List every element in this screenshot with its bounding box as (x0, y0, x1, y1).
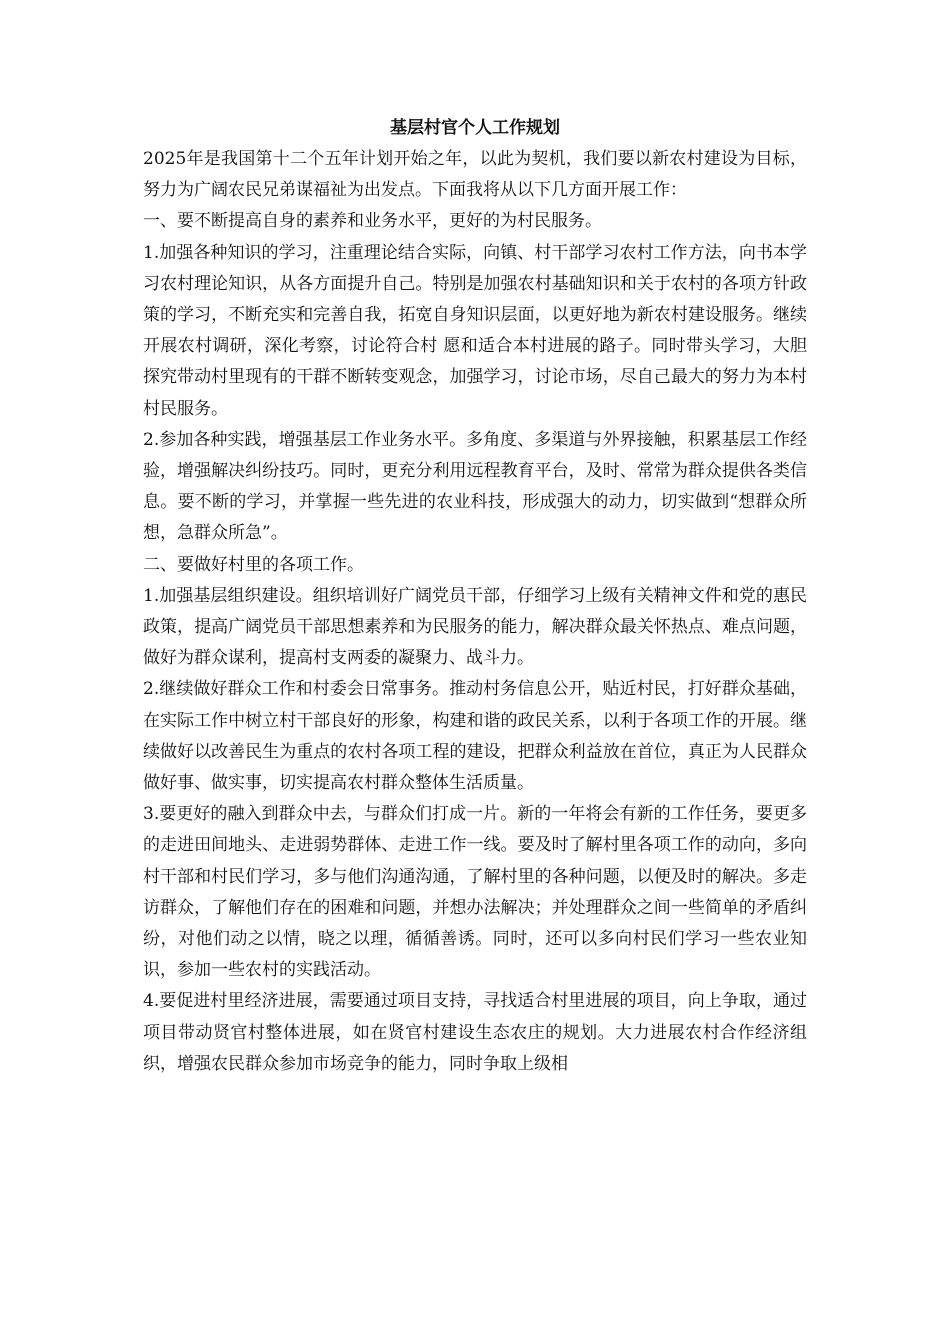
paragraph-1-2: 2.参加各种实践，增强基层工作业务水平。多角度、多渠道与外界接触，积累基层工作经验，增强解决纠纷技巧。同时，更充分利用远程教育平台，及时、常常为群众提供各类信息。要不断的学习，并掌握一些先进的农业科技，形成强大的动力，切实做到“想群众所想，急群众所急”。 (143, 429, 807, 544)
paragraph-intro: 2025年是我国第十二个五年计划开始之年，以此为契机，我们要以新农村建设为目标，努力为广阔农民兄弟谋福祉为出发点。下面我将从以下几方面开展工作： (143, 149, 807, 201)
paragraph-2-2: 2.继续做好群众工作和村委会日常事务。推动村务信息公开，贴近村民，打好群众基础，在实际工作中树立村干部良好的形象，构建和谐的政民关系，以利于各项工作的开展。继续做好以改善民生为重点的农村各项工程的建设，把群众利益放在首位，真正为人民群众做好事、做实事，切实提高农村群众整体生活质量。 (143, 679, 807, 794)
paragraph-1-1: 1.加强各种知识的学习，注重理论结合实际，向镇、村干部学习农村工作方法，向书本学习农村理论知识，从各方面提升自己。特别是加强农村基础知识和关于农村的各项方针政策的学习，不断充实和完善自我，拓宽自身知识层面，以更好地为新农村建设服务。继续开展农村调研，深化考察，讨论符合村 愿和适合本村进展的路子。同时带头学习，大胆探究带动村里现有的干群不断转变观念，加强学习，讨论市场，尽自己最大的努力为本村村民服务。 (143, 242, 807, 419)
document-body (143, 116, 807, 1080)
paragraph-2-1: 1.加强基层组织建设。组织培训好广阔党员干部，仔细学习上级有关精神文件和党的惠民政策，提高广阔党员干部思想素养和为民服务的能力，解决群众最关怀热点、难点问题，做好为群众谋利，提高村支两委的凝聚力、战斗力。 (143, 585, 807, 669)
section-heading-1: 一、要不断提高自身的素养和业务水平，更好的为村民服务。 (143, 211, 602, 232)
document-title: 基层村官个人工作规划 (390, 118, 560, 138)
paragraph-2-4: 4.要促进村里经济进展，需要通过项目支持，寻找适合村里进展的项目，向上争取，通过项目带动贤官村整体进展，如在贤官村建设生态农庄的规划。大力进展农村合作经济组织，增强农民群众参加市场竞争的能力，同时争取上级相 (143, 991, 807, 1074)
section-heading-2: 二、要做好村里的各项工作。 (143, 554, 364, 575)
paragraph-2-3: 3.要更好的融入到群众中去，与群众们打成一片。新的一年将会有新的工作任务，要更多的走进田间地头、走进弱势群体、走进工作一线。要及时了解村里各项工作的动向，多向村干部和村民们学习，多与他们沟通沟通，了解村里的各种问题，以便及时的解决。多走访群众，了解他们存在的困难和问题，并想办法解决；并处理群众之间一些简单的矛盾纠纷，对他们动之以情，晓之以理，循循善诱。同时，还可以多向村民们学习一些农业知识，参加一些农村的实践活动。 (143, 804, 807, 981)
